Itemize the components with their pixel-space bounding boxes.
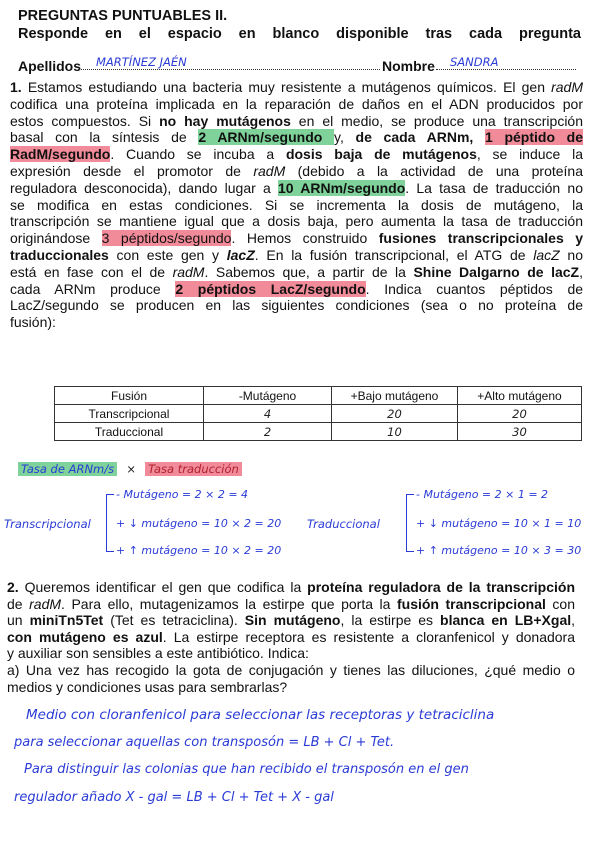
q2-bold: Sin mutágeno [244,612,341,629]
legend-green: Tasa de ARNm/s [18,462,117,476]
q2-text: , la estirpe es [340,612,441,629]
q1-text: . Cuando se incuba a [110,146,286,163]
table-cell: Traduccional [55,423,204,441]
q1-text: LacZ/segundo se producen en las siguientes condiciones (sea o no proteína de [10,297,583,314]
q2-text: con [545,595,576,612]
gene-radm: radM [551,79,583,95]
q1-text: reguladora desconocida), dando lugar a [10,179,279,196]
calc-trans-line: + ↑ mutágeno = 10 × 2 = 20 [116,544,282,557]
calc-trad-label: Traduccional [307,517,380,531]
q1-text: , se induce la [476,146,583,163]
q2-text: y auxiliar son sensibles a este antibiótico. Indica: [7,645,309,662]
q2-bold: con mutágeno es azul [7,628,163,645]
calc-trans-line: + ↓ mutágeno = 10 × 2 = 20 [116,517,282,530]
highlight-radm-segundo: RadM/segundo [10,146,111,163]
q2-text: de [7,595,30,612]
q2-text: . La estirpe receptora es resistente a cloranfenicol y donadora [162,628,576,645]
q2-text: Queremos identificar el gen que codifica la [24,579,308,595]
q1-text: en el medio, se produce una transcripción [290,112,583,129]
table-header-row [55,387,582,405]
apellidos-label: Apellidos [18,58,82,74]
calc-trans-line: - Mutágeno = 2 × 2 = 4 [116,488,249,501]
q2-text: a) Una vez has recogido la gota de conjugación y tienes las diluciones, ¿qué medio o [7,661,575,678]
q1-text: . Sabemos que, a partir de la [204,263,414,280]
name-line [18,55,583,76]
instruction: Responde en el espacio en blanco disponible tras cada pregunta [18,26,581,42]
table-cell-answer[interactable]: 2 [204,423,332,441]
gene-radm: radM [29,595,62,612]
q2-text: (Tet es tetraciclina). [103,612,245,629]
q1-text: se modifica en estas condiciones. Si se incrementa la dosis de mutágeno, la [10,196,583,213]
q2-bold: blanca en LB+Xgal [440,612,572,629]
q1-bold: dosis baja de mutágenos [285,146,477,163]
highlight-2-peptidos-lacz: 2 péptidos LacZ/segundo [175,280,366,297]
q2-text: un [7,612,30,629]
q1-text: fusión): [10,314,56,331]
q1-text: con este gen y [108,246,227,263]
q2-text: . Para ello, mutagenizamos la estirpe que porta la [61,595,397,612]
legend-times: × [126,462,136,476]
question-1 [10,79,583,331]
q2-bold: proteína reguladora de la transcripción [307,579,576,595]
answer-line[interactable]: regulador añado X - gal = LB + Cl + Tet + X - gal [14,790,334,805]
gene-radm: radM [172,263,205,280]
table-row [55,423,582,441]
q1-bold: fusiones transcripcionales y [378,230,583,247]
calc-trad-line: + ↓ mutágeno = 10 × 1 = 10 [416,517,582,530]
q1-text: transcripción se mantiene igual que a dosis baja, pero aumenta la tasa de traducción [10,213,583,230]
q1-text: originándose [10,230,102,247]
calc-trad-line: + ↑ mutágeno = 10 × 3 = 30 [416,544,582,557]
table-cell-answer[interactable]: 30 [458,423,582,441]
q1-text: no [559,246,583,263]
calc-trans-bracket [106,494,114,552]
highlight-1-peptido: 1 péptido de [484,129,583,146]
q2-number: 2. [7,579,19,595]
legend-pink: Tasa traducción [145,462,242,476]
q1-text: . En la fusión transcripcional, el ATG de [254,246,534,263]
answer-line[interactable]: para seleccionar aquellas con transposón = LB + Cl + Tet. [14,735,395,750]
answer-line[interactable]: Medio con cloranfenicol para seleccionar las receptoras y tetraciclina [26,707,495,723]
table-header: Fusión [55,387,204,405]
apellidos-value[interactable]: MARTÍNEZ JAÉN [96,55,187,69]
calc-trad-bracket [406,494,414,552]
highlight-10-arnm: 10 ARNm/segundo [278,179,406,196]
q1-text: Estamos estudiando una bacteria muy resistente a mutágenos químicos. El gen [27,79,552,95]
q1-bold: de cada ARNm, [355,129,474,146]
q2-text: medios y condiciones usas para sembrarlas? [7,678,288,695]
table-cell-answer[interactable]: 10 [332,423,458,441]
page-title: PREGUNTAS PUNTUABLES II. [18,8,228,24]
q1-text: basal con la síntesis de [10,129,199,146]
q1-bold: traduccionales [10,246,109,263]
q2-bold: miniTn5Tet [29,612,104,629]
q1-text: expresión desde el promotor de [10,162,254,179]
q1-text: estos compuestos. Si [10,112,160,129]
table-header: +Bajo mutágeno [332,387,458,405]
q1-text: . Hemos construido [231,230,379,247]
nombre-value[interactable]: SANDRA [450,55,499,69]
nombre-dots [436,69,576,70]
calc-trad-line: - Mutágeno = 2 × 1 = 2 [416,488,549,501]
gene-lacz: lacZ [226,246,255,263]
q1-text: (debido a la actividad de una proteína [285,162,583,179]
q1-text: . La tasa de traducción no [405,179,583,196]
highlight-3-peptidos: 3 péptidos/segundo [101,230,232,247]
highlight-2-arnm: 2 ARNm/segundo [198,129,334,146]
q1-text: , [579,263,583,280]
table-header: -Mutágeno [204,387,332,405]
nombre-label: Nombre [382,58,435,74]
results-table [54,386,582,441]
q1-text: y, [334,129,356,146]
answer-line[interactable]: Para distinguir las colonias que han recibido el transposón en el gen [24,762,469,777]
q1-text: . Indica cuantos péptidos de [365,280,583,297]
question-2 [7,579,575,695]
table-cell-answer[interactable]: 20 [332,405,458,423]
gene-radm: radM [253,162,286,179]
table-cell: Transcripcional [55,405,204,423]
table-header: +Alto mutágeno [458,387,582,405]
q1-text: está en fase con el de [10,263,173,280]
q2-bold: fusión transcripcional [396,595,546,612]
calc-trans-label: Transcripcional [4,517,91,531]
table-row [55,405,582,423]
gene-lacz: lacZ [533,246,560,263]
table-cell-answer[interactable]: 20 [458,405,582,423]
calc-block [0,484,601,564]
legend [18,462,242,476]
table-cell-answer[interactable]: 4 [204,405,332,423]
q1-text: codifica una proteína implicada en la reparación de daños en el ADN producidos por [10,95,583,112]
q2-text: , [571,612,576,629]
q1-text: cada ARNm produce [10,280,176,297]
q1-bold: no hay mutágenos [159,112,291,129]
q1-bold: Shine Dalgarno de lacZ [413,263,580,280]
q1-number: 1. [10,79,22,95]
apellidos-dots [78,69,380,70]
